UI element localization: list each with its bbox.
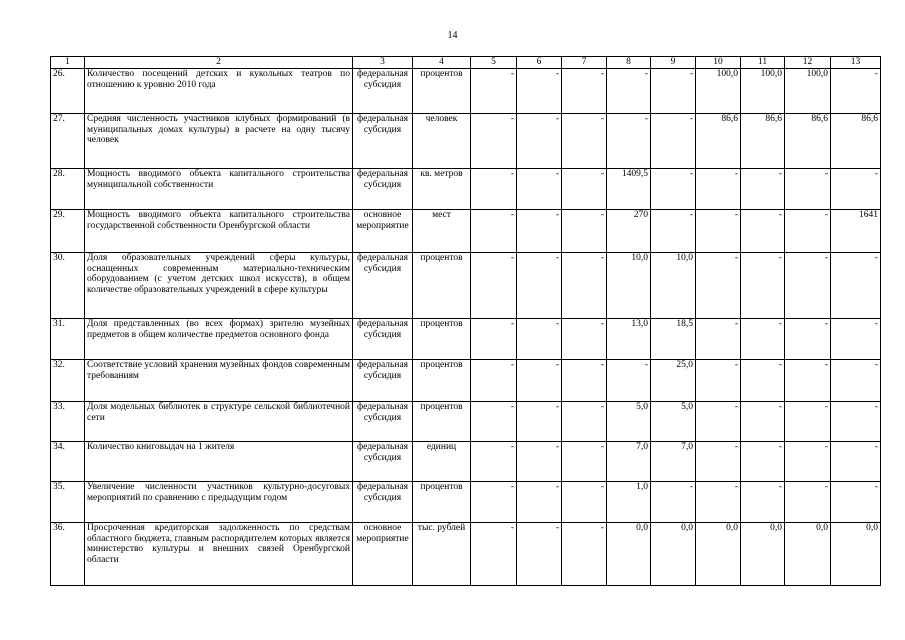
- indicator-name: Соответствие условий хранения музейных фондов современным требованиям: [85, 360, 353, 402]
- unit-of-measure: человек: [413, 114, 471, 169]
- value-cell: -: [785, 402, 831, 442]
- value-cell: -: [517, 482, 562, 523]
- value-cell: -: [562, 69, 607, 114]
- unit-of-measure: процентов: [413, 319, 471, 360]
- value-cell: -: [696, 210, 741, 253]
- value-cell: -: [741, 360, 785, 402]
- value-cell: 270: [607, 210, 651, 253]
- value-cell: -: [471, 69, 517, 114]
- value-cell: -: [741, 210, 785, 253]
- indicator-name: Доля образовательных учреждений сферы культуры, оснащенных современным материально-техническим оборудованием (с учетом детских школ искусств), в общем количестве образовательных учреждений в сфере культуры: [85, 253, 353, 319]
- row-number: 34.: [51, 442, 85, 482]
- col-header: 12: [785, 57, 831, 69]
- header-row: [51, 57, 881, 69]
- value-cell: 18,5: [651, 319, 696, 360]
- col-header: 4: [413, 57, 471, 69]
- funding-source: федеральная субсидия: [353, 319, 413, 360]
- value-cell: -: [696, 253, 741, 319]
- funding-source: основное мероприятие: [353, 523, 413, 586]
- indicator-name: Средняя численность участников клубных формирований (в муниципальных домах культуры) в расчете на одну тысячу человек: [85, 114, 353, 169]
- value-cell: -: [696, 442, 741, 482]
- value-cell: -: [471, 402, 517, 442]
- value-cell: -: [517, 523, 562, 586]
- value-cell: 5,0: [651, 402, 696, 442]
- unit-of-measure: процентов: [413, 402, 471, 442]
- table-row: [51, 114, 881, 169]
- value-cell: -: [562, 482, 607, 523]
- value-cell: -: [562, 253, 607, 319]
- value-cell: -: [471, 169, 517, 210]
- value-cell: 1641: [831, 210, 881, 253]
- value-cell: -: [471, 442, 517, 482]
- col-header: 2: [85, 57, 353, 69]
- value-cell: -: [471, 253, 517, 319]
- value-cell: 7,0: [607, 442, 651, 482]
- value-cell: -: [785, 442, 831, 482]
- value-cell: -: [696, 169, 741, 210]
- table-row: [51, 210, 881, 253]
- value-cell: 86,6: [696, 114, 741, 169]
- value-cell: 100,0: [741, 69, 785, 114]
- value-cell: -: [517, 319, 562, 360]
- col-header: 3: [353, 57, 413, 69]
- row-number: 27.: [51, 114, 85, 169]
- value-cell: -: [651, 482, 696, 523]
- value-cell: -: [607, 69, 651, 114]
- value-cell: -: [651, 169, 696, 210]
- value-cell: -: [696, 319, 741, 360]
- indicator-name: Увеличение численности участников культурно-досуговых мероприятий по сравнению с предыдущим годом: [85, 482, 353, 523]
- value-cell: -: [651, 114, 696, 169]
- value-cell: -: [562, 360, 607, 402]
- value-cell: 86,6: [785, 114, 831, 169]
- row-number: 35.: [51, 482, 85, 523]
- value-cell: -: [517, 69, 562, 114]
- value-cell: 86,6: [741, 114, 785, 169]
- value-cell: 10,0: [607, 253, 651, 319]
- value-cell: -: [741, 169, 785, 210]
- value-cell: 7,0: [651, 442, 696, 482]
- row-number: 32.: [51, 360, 85, 402]
- value-cell: 100,0: [696, 69, 741, 114]
- funding-source: федеральная субсидия: [353, 402, 413, 442]
- indicator-table: [50, 56, 881, 586]
- value-cell: -: [471, 210, 517, 253]
- indicator-name: Просроченная кредиторская задолженность по средствам областного бюджета, главным распорядителем которых является министерство культуры и внешних связей Оренбургской области: [85, 523, 353, 586]
- value-cell: -: [785, 482, 831, 523]
- value-cell: -: [562, 319, 607, 360]
- value-cell: -: [517, 442, 562, 482]
- value-cell: -: [785, 253, 831, 319]
- funding-source: федеральная субсидия: [353, 169, 413, 210]
- value-cell: -: [471, 482, 517, 523]
- value-cell: -: [517, 360, 562, 402]
- value-cell: -: [741, 442, 785, 482]
- value-cell: -: [831, 442, 881, 482]
- value-cell: 0,0: [831, 523, 881, 586]
- value-cell: -: [562, 169, 607, 210]
- indicator-name: Мощность вводимого объекта капитального строительства государственной собственности Оренбургской области: [85, 210, 353, 253]
- value-cell: -: [471, 360, 517, 402]
- value-cell: 25,0: [651, 360, 696, 402]
- funding-source: федеральная субсидия: [353, 69, 413, 114]
- funding-source: федеральная субсидия: [353, 253, 413, 319]
- funding-source: федеральная субсидия: [353, 442, 413, 482]
- value-cell: -: [696, 402, 741, 442]
- indicator-name: Количество посещений детских и кукольных театров по отношению к уровню 2010 года: [85, 69, 353, 114]
- value-cell: -: [517, 402, 562, 442]
- value-cell: -: [562, 114, 607, 169]
- value-cell: 5,0: [607, 402, 651, 442]
- value-cell: -: [741, 253, 785, 319]
- funding-source: федеральная субсидия: [353, 114, 413, 169]
- row-number: 36.: [51, 523, 85, 586]
- value-cell: -: [517, 169, 562, 210]
- table-row: [51, 360, 881, 402]
- page-number: 14: [447, 30, 458, 41]
- row-number: 26.: [51, 69, 85, 114]
- funding-source: основное мероприятие: [353, 210, 413, 253]
- indicator-name: Доля модельных библиотек в структуре сельской библиотечной сети: [85, 402, 353, 442]
- col-header: 11: [741, 57, 785, 69]
- value-cell: 0,0: [651, 523, 696, 586]
- row-number: 30.: [51, 253, 85, 319]
- unit-of-measure: тыс. рублей: [413, 523, 471, 586]
- value-cell: 0,0: [741, 523, 785, 586]
- table-row: [51, 523, 881, 586]
- value-cell: -: [471, 523, 517, 586]
- value-cell: -: [741, 402, 785, 442]
- table-row: [51, 442, 881, 482]
- value-cell: -: [607, 114, 651, 169]
- value-cell: -: [562, 523, 607, 586]
- table-row: [51, 69, 881, 114]
- unit-of-measure: процентов: [413, 253, 471, 319]
- col-header: 9: [651, 57, 696, 69]
- unit-of-measure: единиц: [413, 442, 471, 482]
- value-cell: -: [785, 319, 831, 360]
- table-row: [51, 253, 881, 319]
- indicator-name: Доля представленных (во всех формах) зрителю музейных предметов в общем количестве предметов основного фонда: [85, 319, 353, 360]
- table-row: [51, 319, 881, 360]
- value-cell: -: [831, 319, 881, 360]
- value-cell: -: [562, 402, 607, 442]
- value-cell: -: [651, 69, 696, 114]
- unit-of-measure: мест: [413, 210, 471, 253]
- unit-of-measure: процентов: [413, 69, 471, 114]
- row-number: 33.: [51, 402, 85, 442]
- value-cell: -: [831, 402, 881, 442]
- value-cell: -: [741, 482, 785, 523]
- col-header: 5: [471, 57, 517, 69]
- value-cell: 10,0: [651, 253, 696, 319]
- value-cell: -: [741, 319, 785, 360]
- col-header: 1: [51, 57, 85, 69]
- value-cell: -: [785, 169, 831, 210]
- table-row: [51, 169, 881, 210]
- value-cell: 1409,5: [607, 169, 651, 210]
- value-cell: -: [696, 482, 741, 523]
- value-cell: 0,0: [785, 523, 831, 586]
- value-cell: -: [831, 253, 881, 319]
- value-cell: -: [831, 360, 881, 402]
- row-number: 28.: [51, 169, 85, 210]
- indicator-name: Мощность вводимого объекта капитального строительства муниципальной собственности: [85, 169, 353, 210]
- value-cell: -: [651, 210, 696, 253]
- row-number: 29.: [51, 210, 85, 253]
- value-cell: 1,0: [607, 482, 651, 523]
- funding-source: федеральная субсидия: [353, 360, 413, 402]
- value-cell: 0,0: [607, 523, 651, 586]
- value-cell: 0,0: [696, 523, 741, 586]
- value-cell: 86,6: [831, 114, 881, 169]
- value-cell: 13,0: [607, 319, 651, 360]
- value-cell: -: [517, 210, 562, 253]
- unit-of-measure: процентов: [413, 482, 471, 523]
- col-header: 8: [607, 57, 651, 69]
- col-header: 10: [696, 57, 741, 69]
- indicator-name: Количество книговыдач на 1 жителя: [85, 442, 353, 482]
- value-cell: -: [831, 69, 881, 114]
- value-cell: -: [517, 114, 562, 169]
- unit-of-measure: кв. метров: [413, 169, 471, 210]
- value-cell: -: [785, 210, 831, 253]
- value-cell: -: [562, 210, 607, 253]
- value-cell: 100,0: [785, 69, 831, 114]
- table-row: [51, 402, 881, 442]
- value-cell: -: [517, 253, 562, 319]
- value-cell: -: [607, 360, 651, 402]
- row-number: 31.: [51, 319, 85, 360]
- value-cell: -: [785, 360, 831, 402]
- unit-of-measure: процентов: [413, 360, 471, 402]
- col-header: 6: [517, 57, 562, 69]
- col-header: 13: [831, 57, 881, 69]
- funding-source: федеральная субсидия: [353, 482, 413, 523]
- value-cell: -: [696, 360, 741, 402]
- col-header: 7: [562, 57, 607, 69]
- value-cell: -: [831, 482, 881, 523]
- value-cell: -: [562, 442, 607, 482]
- table-row: [51, 482, 881, 523]
- value-cell: -: [471, 114, 517, 169]
- value-cell: -: [471, 319, 517, 360]
- value-cell: -: [831, 169, 881, 210]
